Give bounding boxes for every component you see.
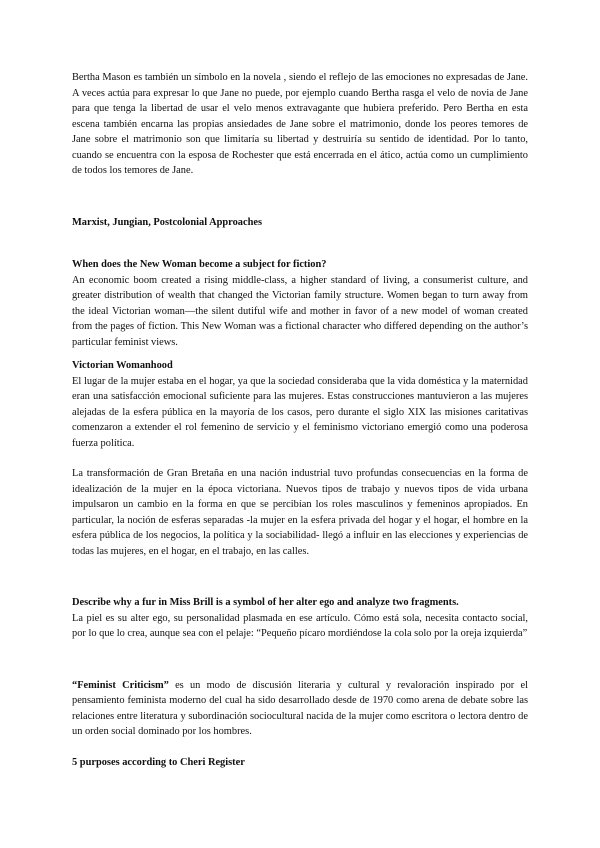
term-feminist-criticism: “Feminist Criticism” — [72, 679, 169, 691]
heading-victorian-womanhood: Victorian Womanhood — [72, 360, 173, 371]
document-page — [72, 70, 528, 770]
heading-five-purposes: 5 purposes according to Cheri Register — [72, 756, 245, 768]
paragraph-victorian-1: El lugar de la mujer estaba en el hogar, ya que la sociedad consideraba que la vida doméstica y la maternidad eran una satisfacción emocional suficiente para las mujeres. Estas construcciones mantuvieron a las mujeres alejadas de la esfera pública en la mayoría de los casos, pero durante el siglo XIX las misiones caritativas comenzaron a extender el rol femenino de servicio y el feminismo victoriano emergió como una poderosa fuerza política. — [72, 375, 528, 449]
paragraph-victorian-2: La transformación de Gran Bretaña en una nación industrial tuvo profundas consecuencias en la forma de idealización de la mujer en la época victoriana. Nuevos tipos de trabajo y nuevos tipos de vida urbana impulsaron un cambio en la forma en que se percibían los roles masculinos y femeninos apropiados. En particular, la noción de esferas separadas -la mujer en la esfera privada del hogar y el hogar, el hombre en la esfera pública de los negocios, la política y la sociabilidad- llegó a influir en las elecciones y experiencias de todas las mujeres, en el hogar, en el trabajo, en las calles. — [72, 468, 528, 557]
heading-marxist-approaches: Marxist, Jungian, Postcolonial Approaches — [72, 216, 263, 228]
feminist-criticism-definition: es un modo de discusión literaria y cultural y revaloración inspirado por el pensamiento feminista moderno del cual ha sido desarrollado desde de 1970 como arena de debate sobre las relaciones entre literatura y subordinación sociocultural nacida de la mujer como escritora o lectora dentro de un orden social dominado por los hombres. — [72, 679, 528, 737]
heading-new-woman: When does the New Woman become a subject for fiction? — [72, 259, 327, 270]
heading-miss-brill: Describe why a fur in Miss Brill is a symbol of her alter ego and analyze two fragments. — [72, 597, 459, 608]
paragraph-feminist-criticism — [72, 678, 528, 740]
paragraph-miss-brill: La piel es su alter ego, su personalidad plasmada en ese artículo. Cómo está sola, necesita contacto social, por lo que lo crea, aunque sea con el pelaje: “Pequeño pícaro mordiéndose la cola solo por la oreja izquierda” — [72, 612, 528, 639]
paragraph-new-woman: An economic boom created a rising middle-class, a higher standard of living, a consumerist culture, and greater distribution of wealth that changed the Victorian family structure. Women began to turn away from the ideal Victorian woman—the silent dutiful wife and mother in favor of a new model of woman created from the pages of fiction. This New Woman was a fictional character who differed depending on the author’s particular feminist views. — [72, 274, 528, 348]
paragraph-bertha: Bertha Mason es también un símbolo en la novela , siendo el reflejo de las emociones no expresadas de Jane. A veces actúa para expresar lo que Jane no puede, por ejemplo cuando Bertha rasga el velo de novia de Jane para que tenga la libertad de usar el velo menos extravagante que hubiera preferido. Pero Bertha en esta escena también encarna las propias ansiedades de Jane sobre el matrimonio, donde los peores temores de Jane sobre el matrimonio son que limitaría su libertad y destruiría su sentido de identidad. Por lo tanto, cuando se encuentra con la esposa de Rochester que está encerrada en el ático, actúa como un cumplimiento de todos los temores de Jane. — [72, 72, 528, 176]
